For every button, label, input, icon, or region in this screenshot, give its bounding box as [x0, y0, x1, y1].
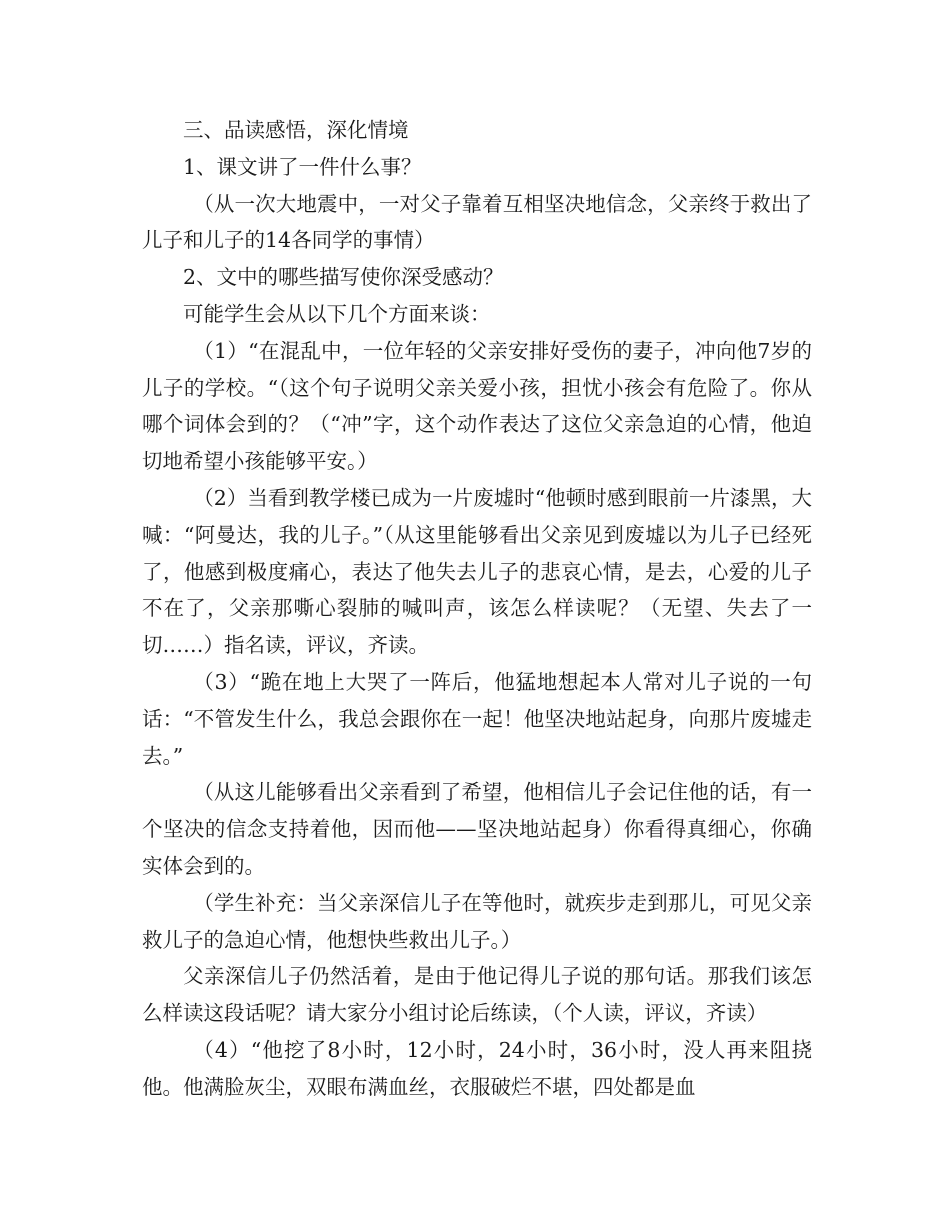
point-4-paragraph: （4）“他挖了8小时，12小时，24小时，36小时，没人再来阻挠他。他满脸灰尘，双眼布满血丝，衣服破烂不堪，四处都是血 [142, 1037, 812, 1099]
student-supplement: （学生补充：当父亲深信儿子在等他时，就疾步走到那儿，可见父亲救儿子的急迫心情，他想快些救出儿子。） [142, 890, 812, 952]
reading-instruction: 父亲深信儿子仍然活着，是由于他记得儿子说的那句话。那我们该怎么样读这段话呢？请大家分小组讨论后练读，（个人读，评议，齐读） [142, 964, 812, 1026]
point-3-paragraph: （3）“跪在地上大哭了一阵后，他猛地想起本人常对儿子说的一句话：“不管发生什么，我总会跟你在一起！他坚决地站起身，向那片废墟走去。” [142, 669, 812, 768]
point-2-paragraph: （2）当看到教学楼已成为一片废墟时“他顿时感到眼前一片漆黑，大喊：“阿曼达，我的儿子。”（从这里能够看出父亲见到废墟以为儿子已经死了，他感到极度痛心，表达了他失去儿子的悲哀心情，是去，心爱的儿子不在了，父亲那嘶心裂肺的喊叫声，该怎么样读呢？（无望、失去了一切……）指名读，评议，齐读。 [142, 485, 812, 658]
point-3-analysis: （从这儿能够看出父亲看到了希望，他相信儿子会记住他的话，有一个坚决的信念支持着他，因而他——坚决地站起身）你看得真细心，你确实体会到的。 [142, 780, 812, 878]
question-1: 1、课文讲了一件什么事？ [183, 154, 422, 179]
document-body [142, 112, 812, 1106]
intro-paragraph: 可能学生会从以下几个方面来谈： [183, 301, 491, 326]
section-heading: 三、品读感悟，深化情境 [183, 118, 409, 142]
answer-1: （从一次大地震中，一对父子靠着互相坚决地信念，父亲终于救出了儿子和儿子的14各同学的事情） [142, 191, 812, 253]
point-1-paragraph: （1）“在混乱中，一位年轻的父亲安排好受伤的妻子，冲向他7岁的儿子的学校。“（这个句子说明父亲关爱小孩，担忧小孩会有危险了。你从哪个词体会到的？（“冲”字，这个动作表达了这位父亲急迫的心情，他迫切地希望小孩能够平安。） [142, 338, 812, 474]
question-2: 2、文中的哪些描写使你深受感动？ [183, 265, 504, 290]
